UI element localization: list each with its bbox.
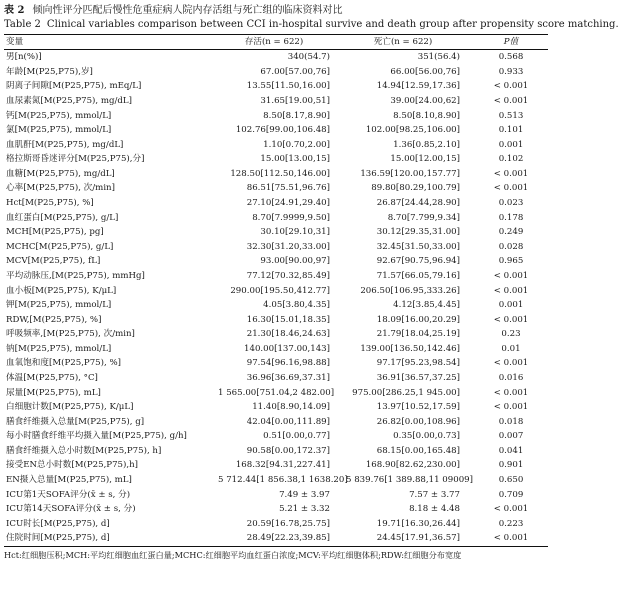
cell-p-value: 0.016 <box>498 373 524 383</box>
cell-death: 26.82[0.00,108.96] <box>376 416 460 427</box>
cell-variable: 白细胞计数[M(P25,P75), K/μL] <box>6 402 134 413</box>
cell-p-value: 0.001 <box>498 300 524 311</box>
table-body <box>4 50 548 547</box>
cell-survive: 340(54.7) <box>287 52 330 63</box>
cell-death: 92.67[90.75,96.94] <box>376 256 460 267</box>
cell-p-value: 0.001 <box>498 139 524 150</box>
cell-variable: MCV[M(P25,P75), fL] <box>6 256 101 267</box>
cell-p-value: 0.028 <box>498 241 524 252</box>
cell-death: 136.59[120.00,157.77] <box>360 168 460 179</box>
cell-variable: MCHC[M(P25,P75), g/L] <box>6 241 114 252</box>
cell-p-value: 0.709 <box>498 489 524 500</box>
table-row <box>4 458 548 473</box>
cell-death: 19.71[16.30,26.44] <box>376 518 460 529</box>
cell-death: 39.00[24.00,62] <box>390 96 460 107</box>
table-title-en: Clinical variables comparison between CCI in-hospital survive and death group after propensity score matching. <box>46 19 619 30</box>
cell-p-value: 0.249 <box>498 227 524 238</box>
cell-p-value: < 0.001 <box>493 183 529 194</box>
cell-variable: 氯[M(P25,P75), mmol/L] <box>6 125 112 136</box>
cell-variable: 住院时间[M(P25,P75), d] <box>4 531 216 546</box>
cell-variable: 体温[M(P25,P75), °C] <box>6 373 98 383</box>
cell-variable: 每小时膳食纤维平均摄入量[M(P25,P75), g/h] <box>6 431 187 442</box>
cell-variable: 男[n(%)] <box>6 52 42 63</box>
table-row <box>4 487 548 502</box>
cell-variable: ICU时长[M(P25,P75), d] <box>6 518 110 529</box>
cell-death: 139.00[136.50,142.46] <box>360 343 460 354</box>
cell-death: 15.00[12.00,15] <box>390 154 460 165</box>
cell-death: 66.00[56.00,76] <box>390 66 460 77</box>
cell-survive: 0.51[0.00,0.77] <box>263 431 330 442</box>
table-header <box>4 35 548 50</box>
table-row <box>4 502 548 517</box>
table-row <box>4 327 548 342</box>
cell-variable: 膳食纤维摄入总小时数[M(P25,P75), h] <box>6 445 162 456</box>
cell-death: 18.09[16.00,20.29] <box>376 314 460 325</box>
table-row <box>4 414 548 429</box>
cell-p-value: < 0.001 <box>493 402 529 413</box>
cell-survive: 8.50[8.17,8.90] <box>263 110 330 121</box>
cell-p-value: < 0.001 <box>493 168 529 179</box>
cell-death: 4.12[3.85,4.45] <box>393 300 460 311</box>
cell-variable: 尿量[M(P25,P75), mL] <box>6 387 101 398</box>
table-title-cn: 倾向性评分匹配后慢性危重症病人院内存活组与死亡组的临床资料对比 <box>32 5 343 16</box>
table-row <box>4 137 548 152</box>
table-row <box>4 531 548 546</box>
cell-p-value: < 0.001 <box>474 531 548 546</box>
cell-p-value: 0.102 <box>498 154 524 165</box>
table-row <box>4 356 548 371</box>
cell-variable: Hct[M(P25,P75), %] <box>6 198 94 209</box>
cell-survive: 13.55[11.50,16.00] <box>246 81 330 92</box>
table-row <box>4 283 548 298</box>
cell-p-value: 0.650 <box>498 475 524 486</box>
table-row <box>4 385 548 400</box>
cell-death: 24.45[17.91,36.57] <box>344 531 474 546</box>
cell-variable: 膳食纤维摄入总量[M(P25,P75), g] <box>6 416 145 427</box>
cell-survive: 32.30[31.20,33.00] <box>246 241 330 252</box>
table-row <box>4 123 548 138</box>
cell-variable: ICU第1天SOFA评分(x̄ ± s, 分) <box>6 489 131 500</box>
table-row <box>4 50 548 65</box>
table-row <box>4 429 548 444</box>
cell-p-value: < 0.001 <box>493 314 529 325</box>
cell-variable: 格拉斯哥昏迷评分[M(P25,P75),分] <box>6 154 145 165</box>
column-header-p-value: P值 <box>474 35 548 50</box>
table-row <box>4 240 548 255</box>
cell-variable: 年龄[M(P25,P75),岁] <box>6 66 93 77</box>
table-footnote: Hct:红细胞压积;MCH:平均红细胞血红蛋白量;MCHC:红细胞平均血红蛋白浓度;MCV:平均红细胞体积;RDW:红细胞分布宽度 <box>4 549 462 560</box>
cell-survive: 140.00[137.00,143] <box>244 343 330 354</box>
cell-p-value: 0.178 <box>498 212 524 223</box>
cell-survive: 36.96[36.69,37.31] <box>246 373 330 383</box>
cell-p-value: 0.223 <box>498 518 524 529</box>
cell-survive: 5.21 ± 3.32 <box>279 504 330 515</box>
cell-survive: 28.49[22.23,39.85] <box>216 531 344 546</box>
cell-death: 14.94[12.59,17.36] <box>376 81 460 92</box>
cell-survive: 86.51[75.51,96.76] <box>246 183 330 194</box>
table-number-cn: 表 2 <box>4 5 25 16</box>
cell-variable: 呼吸频率,[M(P25,P75), 次/min] <box>6 329 135 340</box>
cell-survive: 67.00[57.00,76] <box>260 66 330 77</box>
cell-survive: 1 565.00[751.04,2 482.00] <box>218 387 335 398</box>
cell-p-value: 0.513 <box>498 110 524 121</box>
cell-p-value: 0.101 <box>498 125 524 136</box>
header-row <box>4 35 548 50</box>
table-row <box>4 400 548 415</box>
column-header-death: 死亡(n = 622) <box>344 35 474 50</box>
cell-survive: 93.00[90.00,97] <box>260 256 330 267</box>
table-row <box>4 298 548 313</box>
cell-variable: 血小板[M(P25,P75), K/μL] <box>6 285 117 296</box>
cell-p-value: < 0.001 <box>493 96 529 107</box>
cell-variable: MCH[M(P25,P75), pg] <box>6 227 104 238</box>
cell-death: 1.36[0.85,2.10] <box>393 139 460 150</box>
table-row <box>4 79 548 94</box>
column-header-variable: 变量 <box>4 35 216 50</box>
cell-p-value: 0.041 <box>498 445 524 456</box>
comparison-table <box>4 34 548 547</box>
cell-variable: 阴离子间隙[M(P25,P75), mEq/L] <box>6 81 142 92</box>
cell-survive: 31.65[19.00,51] <box>260 96 330 107</box>
cell-death: 5 839.76[1 389.88,11 09009] <box>346 475 473 486</box>
cell-p-value: < 0.001 <box>493 270 529 281</box>
cell-death: 8.50[8.10,8.90] <box>393 110 460 121</box>
cell-variable: 血糖[M(P25,P75), mg/dL] <box>6 168 115 179</box>
cell-survive: 16.30[15.01,18.35] <box>246 314 330 325</box>
cell-variable: 血尿素氮[M(P25,P75), mg/dL] <box>6 96 132 107</box>
cell-death: 30.12[29.35,31.00] <box>376 227 460 238</box>
cell-survive: 97.54[96.16,98.88] <box>246 358 330 369</box>
table-row <box>4 312 548 327</box>
table-row <box>4 517 548 532</box>
table-caption-cn <box>4 4 550 18</box>
cell-survive: 42.04[0.00,111.89] <box>246 416 330 427</box>
cell-variable: 平均动脉压,[M(P25,P75), mmHg] <box>6 270 145 281</box>
cell-variable: RDW,[M(P25,P75), %] <box>6 314 102 325</box>
cell-variable: 钾[M(P25,P75), mmol/L] <box>6 300 112 311</box>
cell-variable: 钠[M(P25,P75), mmol/L] <box>6 343 112 354</box>
cell-p-value: < 0.001 <box>493 81 529 92</box>
cell-death: 71.57[66.05,79.16] <box>376 270 460 281</box>
column-header-survive: 存活(n = 622) <box>216 35 344 50</box>
cell-death: 0.35[0.00,0.73] <box>393 431 460 442</box>
cell-survive: 15.00[13.00,15] <box>260 154 330 165</box>
table-row <box>4 108 548 123</box>
cell-death: 975.00[286.25,1 945.00] <box>352 387 460 398</box>
table-row <box>4 65 548 80</box>
cell-p-value: 0.965 <box>498 256 524 267</box>
cell-survive: 7.49 ± 3.97 <box>279 489 330 500</box>
table-row <box>4 269 548 284</box>
cell-p-value: 0.568 <box>498 52 524 63</box>
cell-survive: 11.40[8.90,14.09] <box>252 402 330 413</box>
cell-survive: 30.10[29.10,31] <box>260 227 330 238</box>
cell-p-value: 0.023 <box>498 198 524 209</box>
cell-survive: 1.10[0.70,2.00] <box>263 139 330 150</box>
cell-survive: 128.50[112.50,146.00] <box>230 168 330 179</box>
cell-death: 351(56.4) <box>417 52 460 63</box>
cell-variable: 血氧饱和度[M(P25,P75), %] <box>6 358 121 369</box>
cell-variable: 血肌酐[M(P25,P75), mg/dL] <box>6 139 124 150</box>
cell-p-value: < 0.001 <box>493 504 529 515</box>
table-row <box>4 210 548 225</box>
cell-death: 168.90[82.62,230.00] <box>365 460 460 471</box>
table-number-en: Table 2 <box>4 19 41 30</box>
cell-death: 13.97[10.52,17.59] <box>376 402 460 413</box>
cell-survive: 77.12[70.32,85.49] <box>246 270 330 281</box>
cell-death: 97.17[95.23,98.54] <box>376 358 460 369</box>
cell-survive: 8.70[7.9999,9.50] <box>252 212 330 223</box>
cell-variable: EN摄入总量[M(P25,P75), mL] <box>6 475 132 486</box>
cell-variable: 心率[M(P25,P75), 次/min] <box>6 183 115 194</box>
table-caption-en <box>4 18 619 32</box>
cell-variable: ICU第14天SOFA评分(x̄ ± s, 分) <box>6 504 136 515</box>
cell-survive: 90.58[0.00,172.37] <box>246 445 330 456</box>
cell-p-value: 0.23 <box>501 329 521 340</box>
table-row <box>4 181 548 196</box>
table-row <box>4 342 548 357</box>
cell-death: 8.70[7.799,9.34] <box>387 212 460 223</box>
cell-death: 8.18 ± 4.48 <box>409 504 460 515</box>
cell-survive: 20.59[16.78,25.75] <box>246 518 330 529</box>
cell-death: 89.80[80.29,100.79] <box>371 183 460 194</box>
cell-p-value: < 0.001 <box>493 285 529 296</box>
cell-death: 102.00[98.25,106.00] <box>365 125 460 136</box>
cell-p-value: < 0.001 <box>493 358 529 369</box>
cell-survive: 5 712.44[1 856.38,1 1638.20] <box>218 475 348 486</box>
cell-survive: 290.00[195.50,412.77] <box>230 285 330 296</box>
table-row <box>4 444 548 459</box>
cell-death: 26.87[24.44,28.90] <box>376 198 460 209</box>
table-row <box>4 225 548 240</box>
table-row <box>4 94 548 109</box>
cell-survive: 21.30[18.46,24.63] <box>246 329 330 340</box>
cell-death: 36.91[36.57,37.25] <box>376 373 460 383</box>
cell-variable: 血红蛋白[M(P25,P75), g/L] <box>6 212 119 223</box>
cell-death: 32.45[31.50,33.00] <box>376 241 460 252</box>
cell-p-value: < 0.001 <box>493 387 529 398</box>
table-row <box>4 152 548 167</box>
table-row <box>4 371 548 386</box>
table-row <box>4 254 548 269</box>
cell-p-value: 0.901 <box>498 460 524 471</box>
cell-death: 7.57 ± 3.77 <box>409 489 460 500</box>
cell-variable: 接受EN总小时数[M(P25,P75),h] <box>6 460 138 471</box>
cell-survive: 27.10[24.91,29.40] <box>246 198 330 209</box>
cell-p-value: 0.018 <box>498 416 524 427</box>
cell-variable: 钙[M(P25,P75), mmol/L] <box>6 110 112 121</box>
cell-death: 68.15[0.00,165.48] <box>376 445 460 456</box>
cell-survive: 168.32[94.31,227.41] <box>235 460 330 471</box>
cell-death: 206.50[106.95,333.26] <box>360 285 460 296</box>
cell-p-value: 0.01 <box>501 343 521 354</box>
table-row <box>4 473 548 488</box>
table-row <box>4 167 548 182</box>
cell-p-value: 0.933 <box>498 66 524 77</box>
table-row <box>4 196 548 211</box>
cell-survive: 4.05[3.80,4.35] <box>263 300 330 311</box>
cell-p-value: 0.007 <box>498 431 524 442</box>
cell-death: 21.79[18.04,25.19] <box>376 329 460 340</box>
cell-survive: 102.76[99.00,106.48] <box>235 125 330 136</box>
